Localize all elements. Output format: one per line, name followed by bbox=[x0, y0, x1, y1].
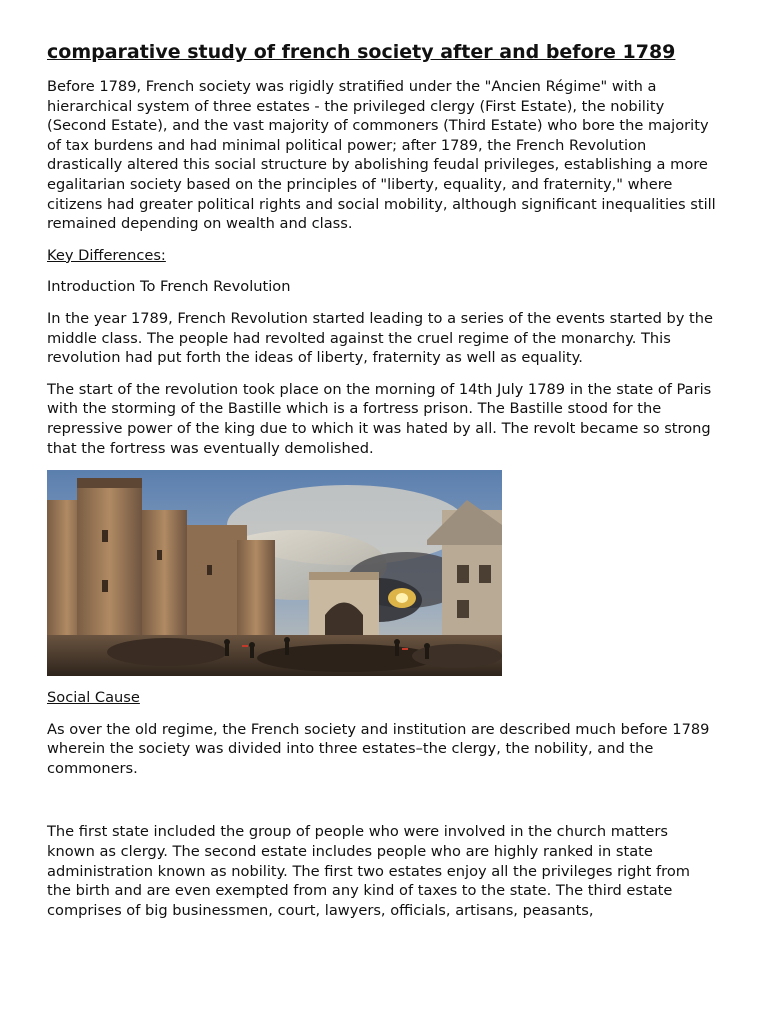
storming-of-bastille-painting bbox=[47, 470, 502, 676]
document-title: comparative study of french society after and before 1789 bbox=[47, 41, 676, 63]
paragraph-spacer bbox=[47, 790, 717, 822]
introduction-heading: Introduction To French Revolution bbox=[47, 278, 291, 296]
social-cause-heading: Social Cause bbox=[47, 689, 140, 707]
revolution-paragraph: In the year 1789, French Revolution started leading to a series of the events started by the middle class. The people had revolted against the cruel regime of the monarchy. This revolution had put forth the ideas of liberty, fraternity as well as equality. bbox=[47, 309, 713, 367]
document-page bbox=[47, 40, 717, 932]
bastille-paragraph: The start of the revolution took place on the morning of 14th July 1789 in the state of Paris with the storming of the Bastille which is a fortress prison. The Bastille stood for the repressive power of the king due to which it was hated by all. The revolt became so strong that the fortress was eventually demolished. bbox=[47, 380, 712, 457]
key-differences-heading: Key Differences: bbox=[47, 246, 166, 264]
old-regime-paragraph: As over the old regime, the French society and institution are described much before 1789 wherein the society was divided into three estates–the clergy, the nobility, and the commoners. bbox=[47, 720, 710, 777]
estates-paragraph: The first state included the group of people who were involved in the church matters known as clergy. The second estate includes people who are highly ranked in state administration known as nobility. The first two estates enjoy all the privileges right from the birth and are even exempted from any kind of taxes to the state. The third estate comprises of big businessmen, court, lawyers, officials, artisans, peasants, bbox=[47, 823, 690, 919]
intro-paragraph: Before 1789, French society was rigidly stratified under the "Ancien Régime" with a hierarchical system of three estates - the privileged clergy (First Estate), the nobility (Second Estate), and the vast majority of commoners (Third Estate) who bore the majority of tax burdens and had minimal political power; after 1789, the French Revolution drastically altered this social structure by abolishing feudal privileges, establishing a more egalitarian society based on the principles of "liberty, equality, and fraternity," where citizens had greater political rights and social mobility, although significant inequalities still remained depending on wealth and class. bbox=[47, 78, 716, 233]
